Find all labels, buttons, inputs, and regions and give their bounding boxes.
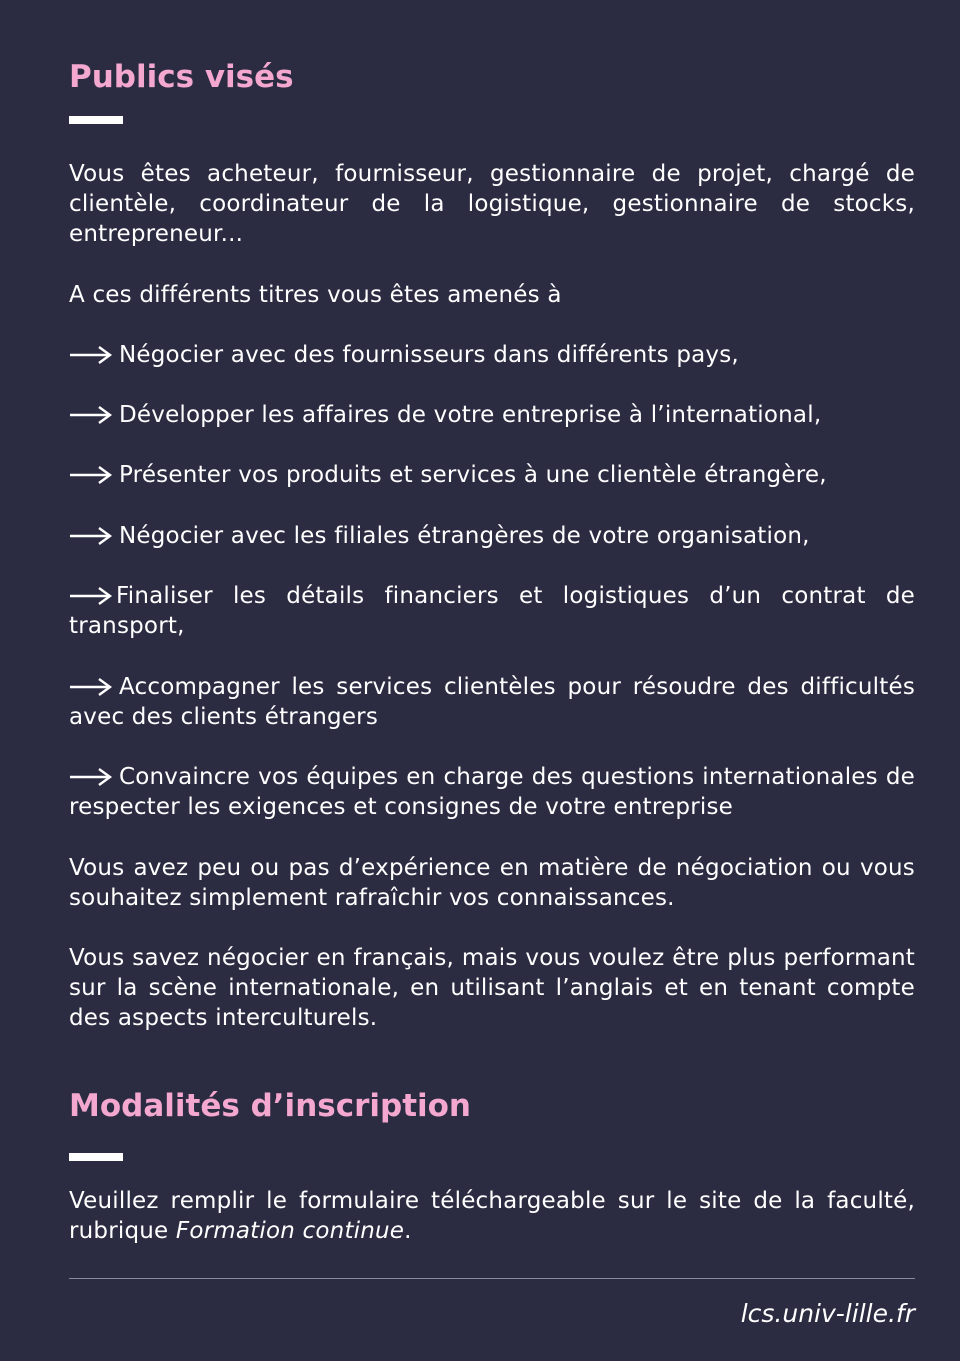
arrow-right-icon	[69, 345, 113, 365]
arrow-right-icon	[69, 465, 113, 485]
bullet-text: Présenter vos produits et services à une clientèle étrangère,	[119, 462, 827, 488]
inscription-text: Veuillez remplir le formulaire téléchargeable sur le site de la faculté, rubrique	[69, 1188, 915, 1244]
intro-paragraph: Vous êtes acheteur, fournisseur, gestionnaire de projet, chargé de clientèle, coordinateur de la logistique, gestionnaire de stocks, entrepreneur...	[69, 161, 915, 247]
arrow-right-icon	[69, 526, 113, 546]
bullet-item	[69, 762, 915, 822]
bullet-text: Convaincre vos équipes en charge des questions internationales de respecter les exigences et consignes de votre entreprise	[69, 764, 915, 820]
bullet-text: Accompagner les services clientèles pour résoudre des difficultés avec des clients étrangers	[69, 674, 915, 730]
bullet-item	[69, 581, 915, 641]
arrow-right-icon	[69, 767, 113, 787]
bullet-item	[69, 521, 915, 551]
bullet-item	[69, 672, 915, 732]
footer-url[interactable]: lcs.univ-lille.fr	[740, 1299, 915, 1328]
french-paragraph: Vous savez négocier en français, mais vous voulez être plus performant sur la scène internationale, en utilisant l’anglais et en tenant compte des aspects interculturels.	[69, 945, 915, 1031]
section-title-inscription: Modalités d’inscription	[69, 1088, 472, 1124]
lead-paragraph: A ces différents titres vous êtes amenés à	[69, 282, 562, 308]
arrow-right-icon	[69, 586, 113, 606]
experience-paragraph: Vous avez peu ou pas d’expérience en matière de négociation ou vous souhaitez simplement rafraîchir vos connaissances.	[69, 855, 915, 911]
arrow-right-icon	[69, 677, 113, 697]
formation-continue-text: Formation continue	[175, 1218, 405, 1244]
bullet-text: Négocier avec des fournisseurs dans différents pays,	[119, 342, 739, 368]
bullet-item	[69, 400, 915, 430]
footer-divider	[69, 1278, 915, 1279]
bullet-text: Négocier avec les filiales étrangères de votre organisation,	[119, 523, 810, 549]
title-underline	[69, 116, 123, 124]
bullet-text: Finaliser les détails financiers et logistiques d’un contrat de transport,	[69, 583, 915, 639]
bullet-text: Développer les affaires de votre entreprise à l’international,	[119, 402, 822, 428]
bullet-item	[69, 340, 915, 370]
section-title-publics: Publics visés	[69, 59, 294, 95]
title-underline	[69, 1153, 123, 1161]
inscription-paragraph	[69, 1186, 915, 1246]
arrow-right-icon	[69, 405, 113, 425]
bullet-item	[69, 460, 915, 490]
inscription-period: .	[404, 1218, 412, 1244]
page	[69, 0, 915, 1361]
